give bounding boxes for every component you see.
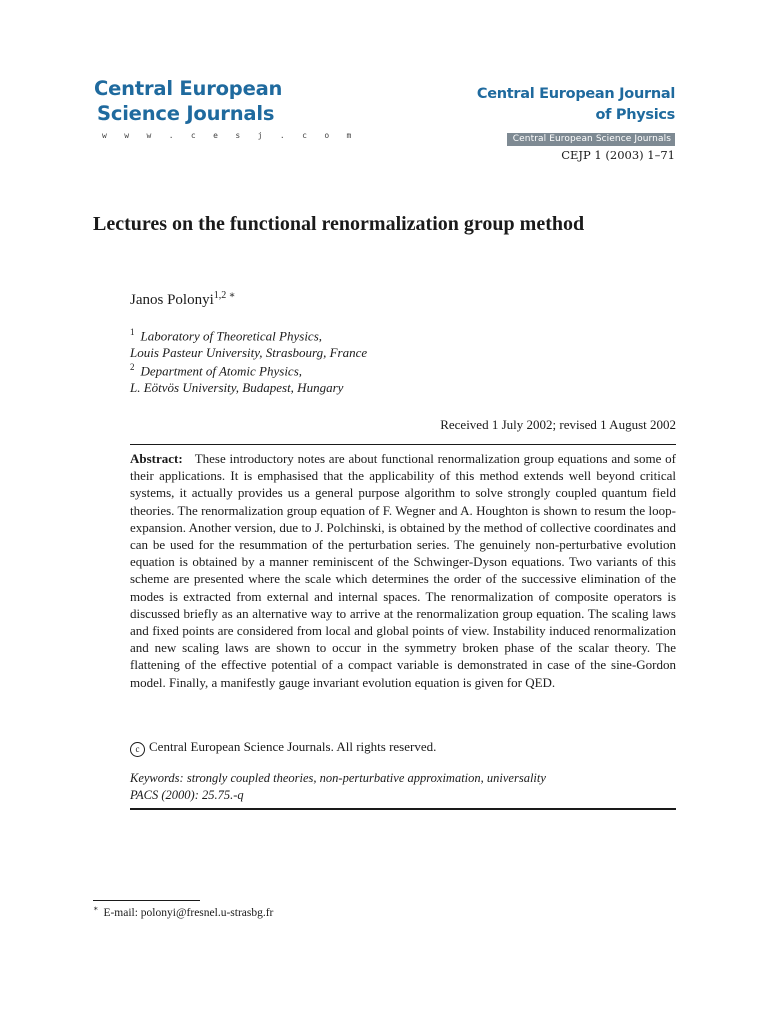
abstract-label: Abstract: bbox=[130, 451, 183, 466]
abstract-text: These introductory notes are about functional renormalization group equations and some of their applications. It is emphasised that the applicability of this method extends well beyond critical systems, it actually provides us a general purpose algorithm to solve strongly coupled quantum field theories. The renormalization group equation of F. Wegner and A. Houghton is shown to resum the loop-expansion. Another version, due to J. Polchinski, is obtained by the method of collective coordinates and can be used for the resummation of the perturbation series. The genuinely non-perturbative evolution equation is obtained by a manner reminiscent of the Schwinger-Dyson equations. Two variants of this scheme are presented where the scale which determines the order of the successive elimination of the modes is extracted from external and internal spaces. The renormalization of composite operators is discussed briefly as an alternative way to arrive at the renormalization group equation. The scaling laws and fixed points are considered from local and global points of view. Instability induced renormalization and new scaling laws are shown to occur in the symmetry broken phase of the scalar theory. The flattening of the effective potential of a compact variable is demonstrated in case of the sine-Gordon model. Finally, a manifestly gauge invariant evolution equation is given for QED. bbox=[130, 451, 676, 690]
footnote-mark: ∗ bbox=[93, 904, 99, 913]
pacs: PACS (2000): 25.75.-q bbox=[130, 788, 244, 802]
copyright bbox=[130, 739, 436, 757]
keywords-block bbox=[130, 770, 546, 804]
copyright-text: Central European Science Journals. All rights reserved. bbox=[149, 739, 437, 754]
footnote-email[interactable]: E-mail: polonyi@fresnel.u-strasbg.fr bbox=[103, 906, 274, 919]
received-dates: Received 1 July 2002; revised 1 August 2002 bbox=[440, 417, 676, 432]
affiliation-2-line2: L. Eötvös University, Budapest, Hungary bbox=[130, 379, 344, 395]
affiliation-1-line1: Laboratory of Theoretical Physics, bbox=[140, 328, 323, 344]
footnote-rule bbox=[93, 900, 200, 901]
author-superscript: 1,2 ∗ bbox=[213, 290, 236, 301]
abstract bbox=[130, 450, 676, 691]
affiliation-2-number: 2 bbox=[130, 362, 135, 372]
publisher-name-line2: Science Journals bbox=[97, 102, 275, 125]
abstract-bottom-rule bbox=[130, 808, 676, 810]
publisher-logo bbox=[94, 76, 358, 140]
abstract-top-rule bbox=[130, 444, 676, 445]
publisher-name-line1: Central European bbox=[94, 77, 283, 100]
affiliation-1-line2: Louis Pasteur University, Strasbourg, France bbox=[130, 344, 368, 360]
affiliation-1 bbox=[130, 324, 367, 361]
journal-citation: CEJP 1 (2003) 1–71 bbox=[561, 148, 675, 162]
affiliation-2-line1: Department of Atomic Physics, bbox=[140, 363, 303, 379]
journal-header bbox=[477, 84, 675, 162]
journal-name-line1: Central European Journal bbox=[476, 86, 675, 102]
paper-title: Lectures on the functional renormalization group method bbox=[93, 213, 585, 235]
author bbox=[130, 290, 236, 309]
affiliation-1-number: 1 bbox=[130, 327, 135, 337]
journal-publisher-bar: Central European Science Journals bbox=[507, 133, 675, 146]
author-name: Janos Polonyi bbox=[130, 292, 214, 308]
journal-name-line2: of Physics bbox=[595, 107, 675, 123]
affiliation-2 bbox=[130, 359, 343, 396]
keywords: Keywords: strongly coupled theories, non-perturbative approximation, universality bbox=[130, 771, 546, 785]
copyright-icon: c bbox=[130, 742, 145, 757]
publisher-url: w w w . c e s j . c o m bbox=[102, 131, 358, 140]
footnote bbox=[93, 904, 273, 919]
